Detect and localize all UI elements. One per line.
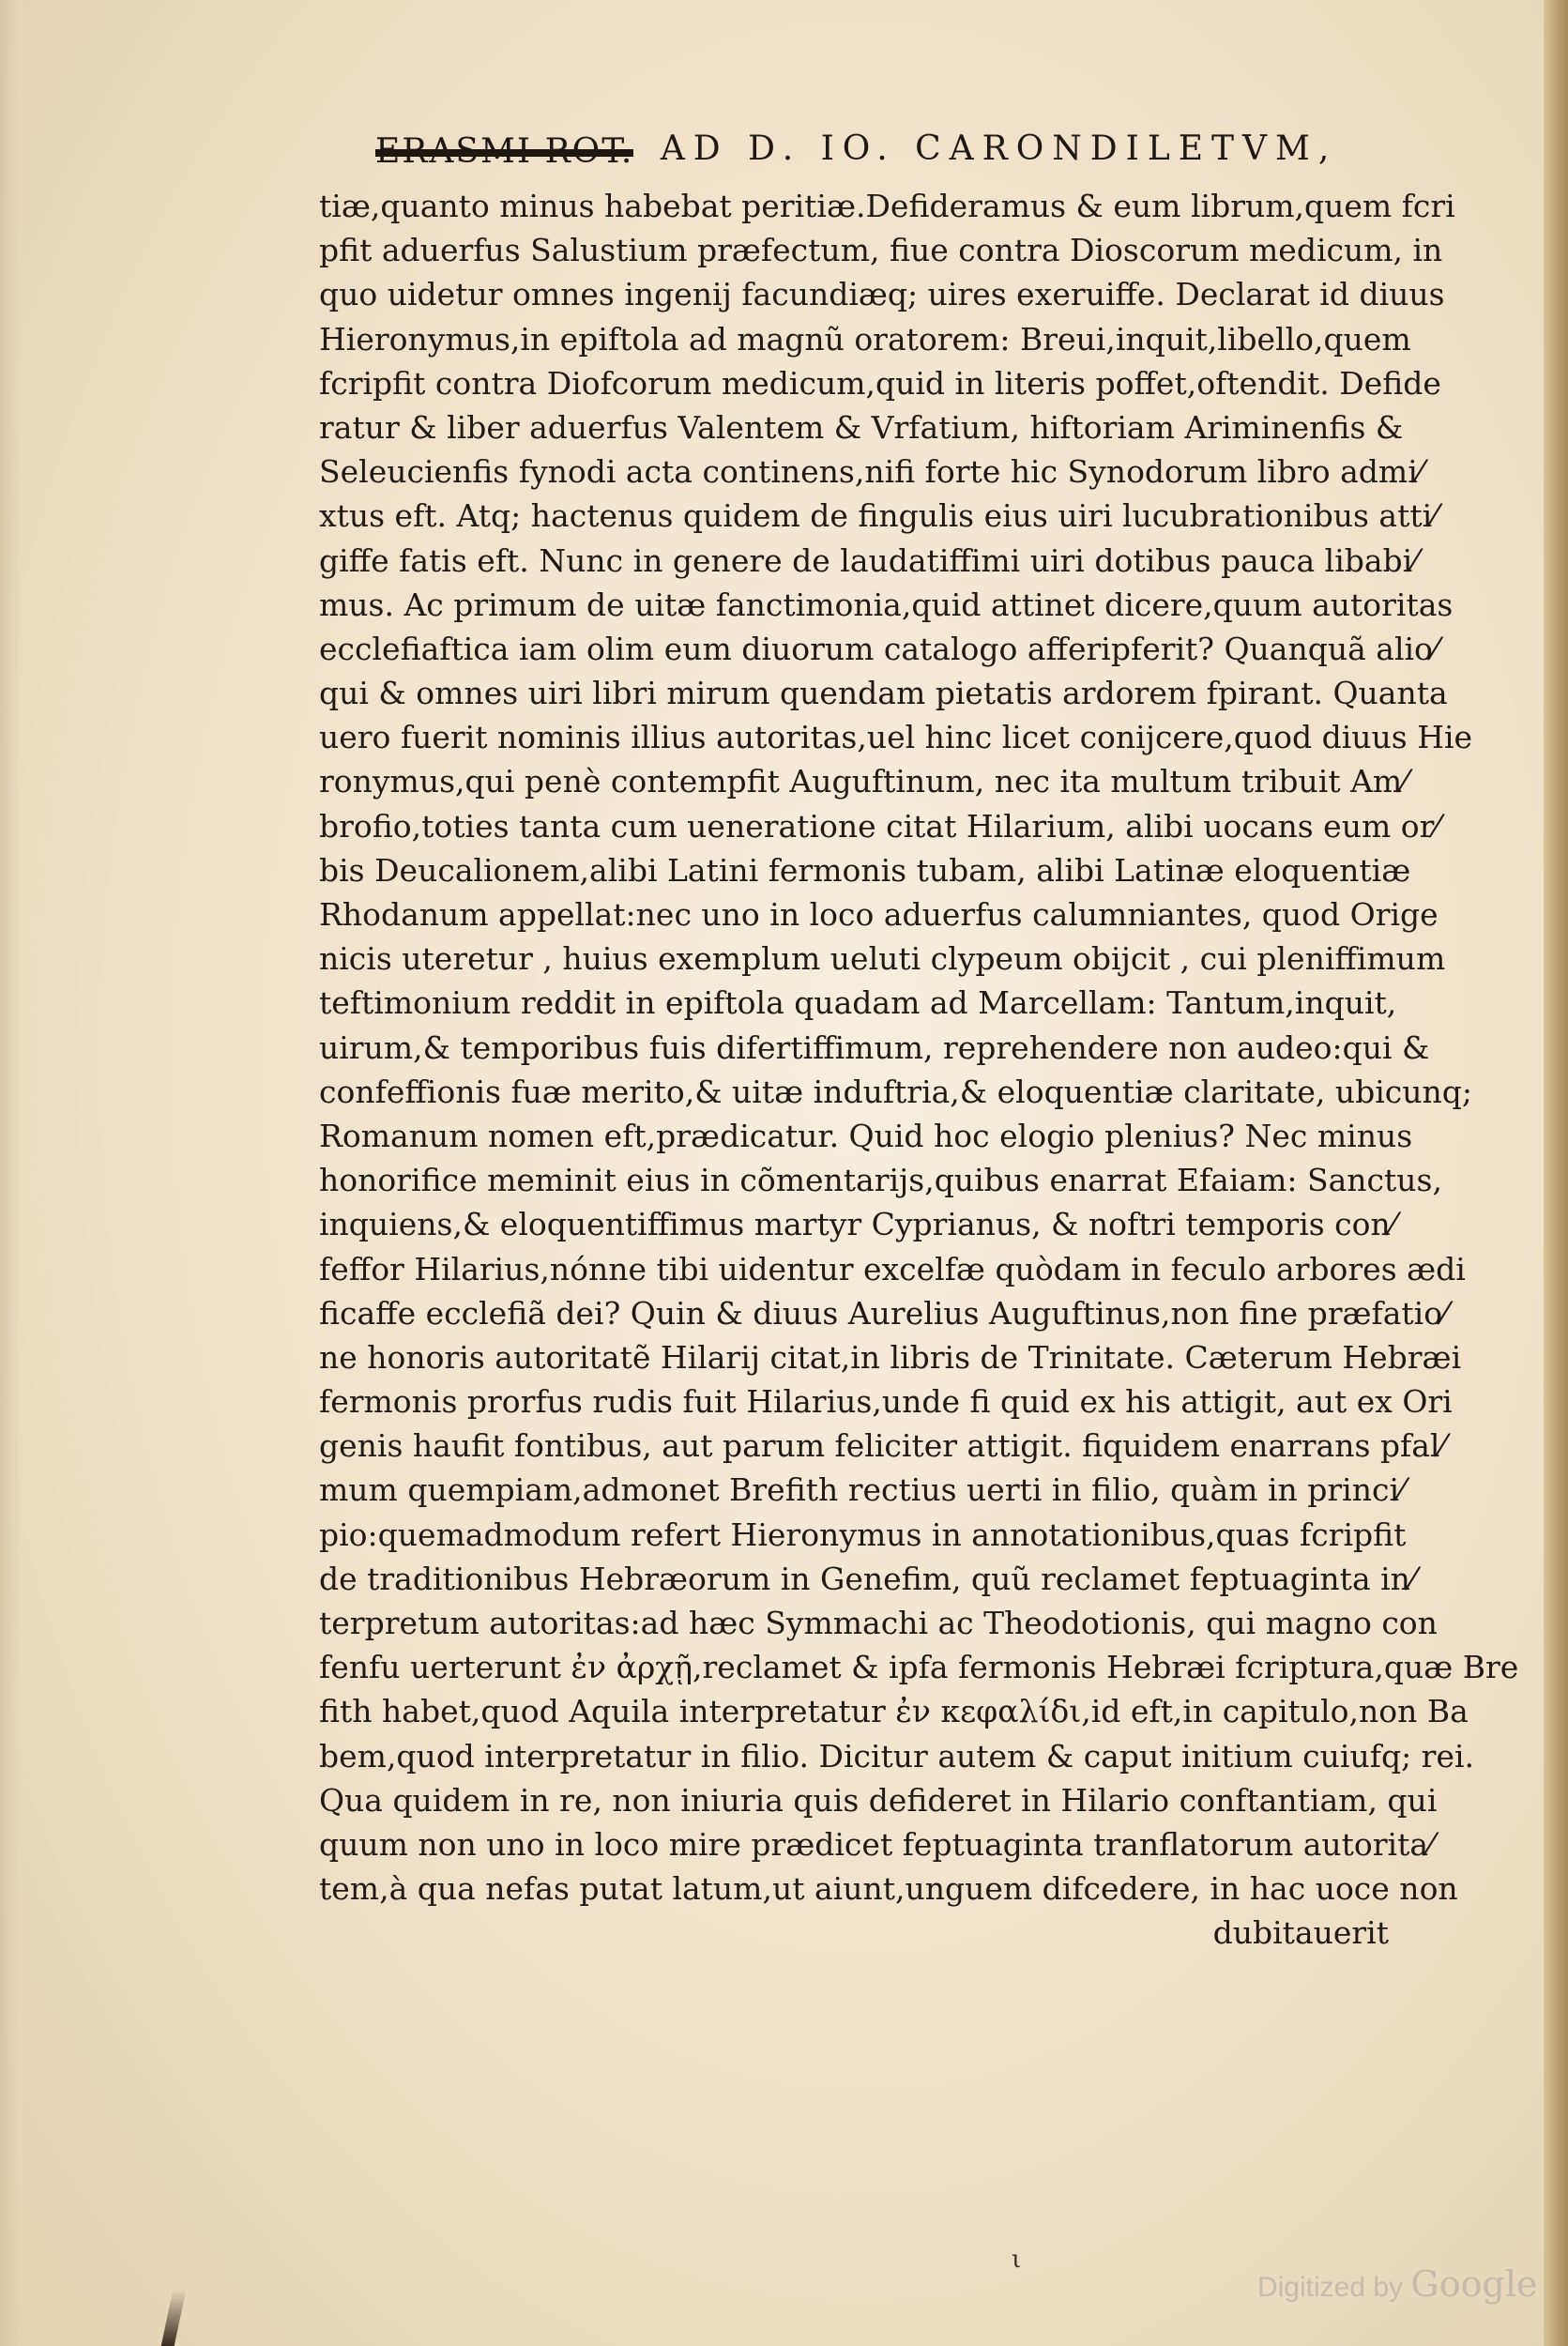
text-line: qui & omnes uiri libri mirum quendam pietatis ardorem fpirant. Quanta bbox=[319, 675, 1448, 712]
text-line: giffe fatis eft. Nunc in genere de laudatiffimi uiri dotibus pauca libabi⁄ bbox=[319, 541, 1418, 579]
running-title: AD D. IO. CARONDILETVM, bbox=[660, 129, 1338, 168]
text-line: uero fuerit nominis illius autoritas,uel hinc licet conijcere,quod diuus Hie bbox=[319, 719, 1473, 756]
gutter-shadow bbox=[0, 0, 21, 2346]
body-text bbox=[319, 184, 1519, 1956]
text-line: fith habet,quod Aquila interpretatur ἐν κεφαλίδι,id eft,in capitulo,non Ba bbox=[319, 1693, 1469, 1730]
text-line: Romanum nomen eft,prædicatur. Quid hoc elogio plenius? Nec minus bbox=[319, 1117, 1413, 1154]
text-line: terpretum autoritas:ad hæc Symmachi ac Theodotionis, qui magno con bbox=[319, 1605, 1438, 1641]
text-line: Hieronymus,in epiftola ad magnũ oratorem: Breui,inquit,libello,quem bbox=[319, 320, 1411, 358]
text-line: nicis uteretur , huius exemplum ueluti clypeum obijcit , cui pleniffimum bbox=[319, 940, 1446, 978]
watermark-brand: Google bbox=[1410, 2263, 1538, 2305]
text-line: quo uidetur omnes ingenij facundiæq; uires exeruiffe. Declarat id diuus bbox=[319, 276, 1445, 313]
text-line: ronymus,qui penè contempfit Auguftinum, nec ita multum tribuit Am⁄ bbox=[319, 763, 1408, 800]
text-line: genis haufit fontibus, aut parum feliciter attigit. fiquidem enarrans pfal⁄ bbox=[319, 1427, 1445, 1465]
text-line: de traditionibus Hebræorum in Genefim, quũ reclamet feptuaginta in⁄ bbox=[319, 1560, 1416, 1597]
text-line: feffor Hilarius,nónne tibi uidentur excelfæ quòdam in feculo arbores ædi bbox=[319, 1250, 1466, 1287]
text-line: Seleucienfis fynodi acta continens,nifi forte hic Synodorum libro admi⁄ bbox=[319, 453, 1423, 491]
text-line: pio:quemadmodum refert Hieronymus in annotationibus,quas fcripfit bbox=[319, 1516, 1407, 1553]
text-line: tiæ,quanto minus habebat peritiæ.Defideramus & eum librum,quem fcri bbox=[319, 188, 1455, 224]
text-line: quum non uno in loco mire prædicet feptuaginta tranflatorum autorita⁄ bbox=[319, 1825, 1434, 1863]
text-line: Rhodanum appellat:nec uno in loco aduerfus calumniantes, quod Orige bbox=[319, 896, 1439, 933]
watermark-prefix: Digitized by bbox=[1257, 2272, 1404, 2303]
text-line: ecclefiaftica iam olim eum diuorum catalogo afferipferit? Quanquã alio⁄ bbox=[319, 630, 1439, 667]
text-line: brofio,toties tanta cum ueneratione citat Hilarium, alibi uocans eum or⁄ bbox=[319, 807, 1439, 845]
digitization-watermark bbox=[1257, 2263, 1538, 2305]
text-line: dubitauerit bbox=[1212, 1914, 1389, 1952]
text-line: mus. Ac primum de uitæ fanctimonia,quid attinet dicere,quum autoritas bbox=[319, 586, 1454, 623]
text-line: bem,quod interpretatur in filio. Dicitur autem & caput initium cuiufq; rei. bbox=[319, 1737, 1475, 1775]
ink-smudge bbox=[161, 2290, 187, 2346]
folio-mark: ι bbox=[1012, 2246, 1022, 2274]
strike-through-bar bbox=[375, 149, 633, 157]
text-line: pfit aduerfus Salustium præfectum, fiue contra Dioscorum medicum, in bbox=[319, 232, 1443, 269]
text-line: mum quempiam,admonet Brefith rectius uerti in filio, quàm in princi⁄ bbox=[319, 1471, 1405, 1509]
text-line: fermonis prorfus rudis fuit Hilarius,unde fi quid ex his attigit, aut ex Ori bbox=[319, 1383, 1453, 1421]
text-line: bis Deucalionem,alibi Latini fermonis tubam, alibi Latinæ eloquentiæ bbox=[319, 851, 1411, 889]
text-line: ratur & liber aduerfus Valentem & Vrfatium, hiftoriam Ariminenfis & bbox=[319, 408, 1404, 446]
running-header bbox=[375, 129, 1379, 170]
struck-author-name bbox=[375, 132, 633, 170]
text-line: xtus eft. Atq; hactenus quidem de fingulis eius uiri lucubrationibus atti⁄ bbox=[319, 497, 1438, 535]
text-line: Qua quidem in re, non iniuria quis defideret in Hilario conftantiam, qui bbox=[319, 1781, 1438, 1819]
text-line: teftimonium reddit in epiftola quadam ad Marcellam: Tantum,inquit, bbox=[319, 984, 1397, 1022]
text-line: ne honoris autoritatẽ Hilarij citat,in libris de Trinitate. Cæterum Hebræi bbox=[319, 1338, 1462, 1376]
page-edge bbox=[1544, 0, 1568, 2346]
text-line: fenfu uerterunt ἐν ἀρχῇ,reclamet & ipfa fermonis Hebræi fcriptura,quæ Bre bbox=[319, 1649, 1519, 1686]
text-line: ficaffe ecclefiã dei? Quin & diuus Aurelius Auguftinus,non fine præfatio⁄ bbox=[319, 1294, 1448, 1332]
text-line: fcripfit contra Diofcorum medicum,quid in literis poffet,oftendit. Defide bbox=[319, 364, 1441, 402]
text-line: honorifice meminit eius in cõmentarijs,quibus enarrat Efaiam: Sanctus, bbox=[319, 1162, 1442, 1199]
text-line: uirum,& temporibus fuis difertiffimum, reprehendere non audeo:qui & bbox=[319, 1028, 1430, 1066]
text-line: inquiens,& eloquentiffimus martyr Cyprianus, & noftri temporis con⁄ bbox=[319, 1206, 1396, 1243]
text-line: tem,à qua nefas putat latum,ut aiunt,unguem difcedere, in hac uoce non bbox=[319, 1870, 1458, 1908]
text-line: confeffionis fuæ merito,& uitæ induftria,& eloquentiæ claritate, ubicunq; bbox=[319, 1073, 1472, 1110]
